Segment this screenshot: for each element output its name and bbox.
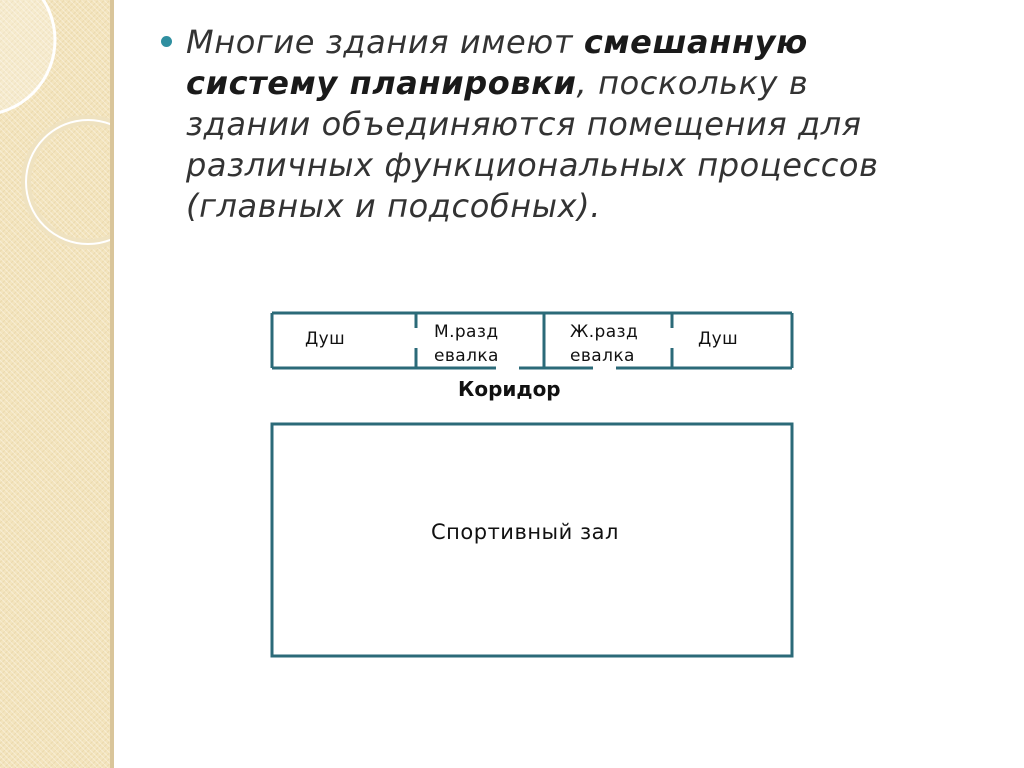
- room-label-women-changing: [570, 320, 638, 368]
- room-label-men-changing: [434, 320, 499, 368]
- sports-hall-label: Спортивный зал: [431, 520, 619, 544]
- room-label-line: Ж.разд: [570, 322, 639, 342]
- room-label-line: евалка: [434, 346, 499, 366]
- text-line: (главных и подсобных).: [186, 187, 601, 225]
- text-part: Многие здания имеют: [186, 23, 584, 61]
- room-label-shower: [305, 327, 345, 351]
- room-label-line: Душ: [698, 329, 739, 349]
- bold-term-part2: систему планировки: [186, 64, 577, 102]
- text-part: , поскольку в: [576, 64, 809, 102]
- text-line: различных функциональных процессов: [186, 146, 879, 184]
- room-label-line: евалка: [570, 346, 635, 366]
- text-line: здании объединяются помещения для: [186, 105, 862, 143]
- room-label-line: Душ: [305, 329, 346, 349]
- room-label-line: М.разд: [434, 322, 499, 342]
- bold-term-part1: смешанную: [583, 23, 808, 61]
- room-label-shower: [698, 327, 738, 351]
- corridor-label: Коридор: [458, 377, 561, 401]
